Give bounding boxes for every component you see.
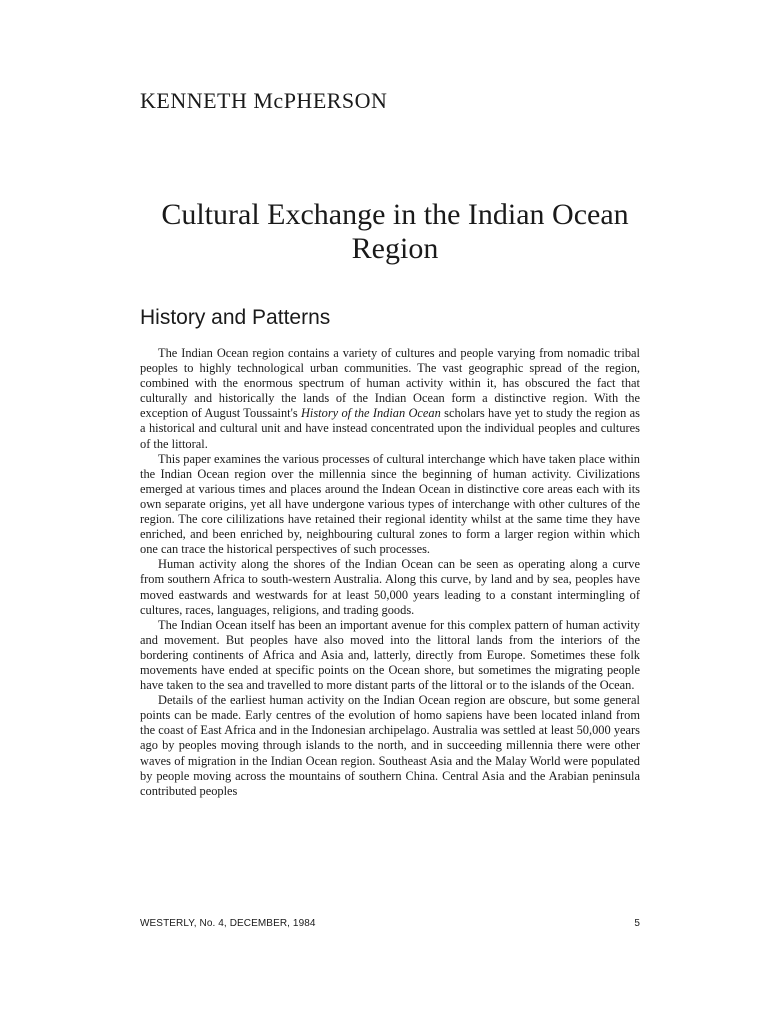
author-name: KENNETH McPHERSON [140,88,388,113]
paragraph: This paper examines the various processes of cultural interchange which have taken place within the Indian Ocean region over the millennia since the beginning of human activity. Civilizations emerged at various times and places around the Indean Ocean in distinctive core areas each with its own separate origins, yet all have undergone various types of interchange with other cultures of the region. The core cililizations have retained their regional identity whilst at the same time they have enriched, and been enriched by, neighbouring cultural zones to form a larger region within which one can trace the historical perspectives of such processes. [140,451,640,557]
journal-citation: WESTERLY, No. 4, DECEMBER, 1984 [140,918,316,929]
article-title: Cultural Exchange in the Indian Ocean Region [161,198,629,265]
paragraph: The Indian Ocean region contains a variety of cultures and people varying from nomadic tribal peoples to highly technological urban communities. The vast geographic spread of the region, combined with the enormous spectrum of human activity within it, has obscured the fact that culturally and historically the lands of the Indian Ocean form a distinctive region. With the exception of August Toussaint's History of the Indian Ocean scholars have yet to study the region as a historical and cultural unit and have instead concentrated upon the individual peoples and cultures of the littoral. [140,346,640,451]
article-body [140,346,640,799]
page-number: 5 [634,918,640,929]
paragraph: Details of the earliest human activity on the Indian Ocean region are obscure, but some general points can be made. Early centres of the evolution of homo sapiens have been located inland from the coast of East Africa and in the Indonesian archipelago. Australia was settled at least 50,000 years ago by peoples moving through islands to the north, and in succeeding millennia there were other waves of migration in the Indian Ocean region. Southeast Asia and the Malay World were populated by people moving across the mountains of southern China. Central Asia and the Arabian peninsula contributed peoples [140,693,640,798]
page-footer [140,918,640,929]
book-title: History of the Indian Ocean [300,406,441,421]
paragraph: The Indian Ocean itself has been an important avenue for this complex pattern of human activity and movement. But peoples have also moved into the littoral lands from the interiors of the bordering continents of Africa and Asia and, latterly, directly from Europe. Sometimes these folk movements have ended at specific points on the Ocean shore, but sometimes the migrating people have taken to the sea and travelled to more distant parts of the littoral or to the islands of the Ocean. [140,617,640,693]
section-heading: History and Patterns [140,306,331,329]
paragraph: Human activity along the shores of the Indian Ocean can be seen as operating along a curve from southern Africa to south-western Australia. Along this curve, by land and by sea, peoples have moved eastwards and westwards for at least 50,000 years leading to a constant intermingling of cultures, races, languages, religions, and trading goods. [140,557,640,617]
